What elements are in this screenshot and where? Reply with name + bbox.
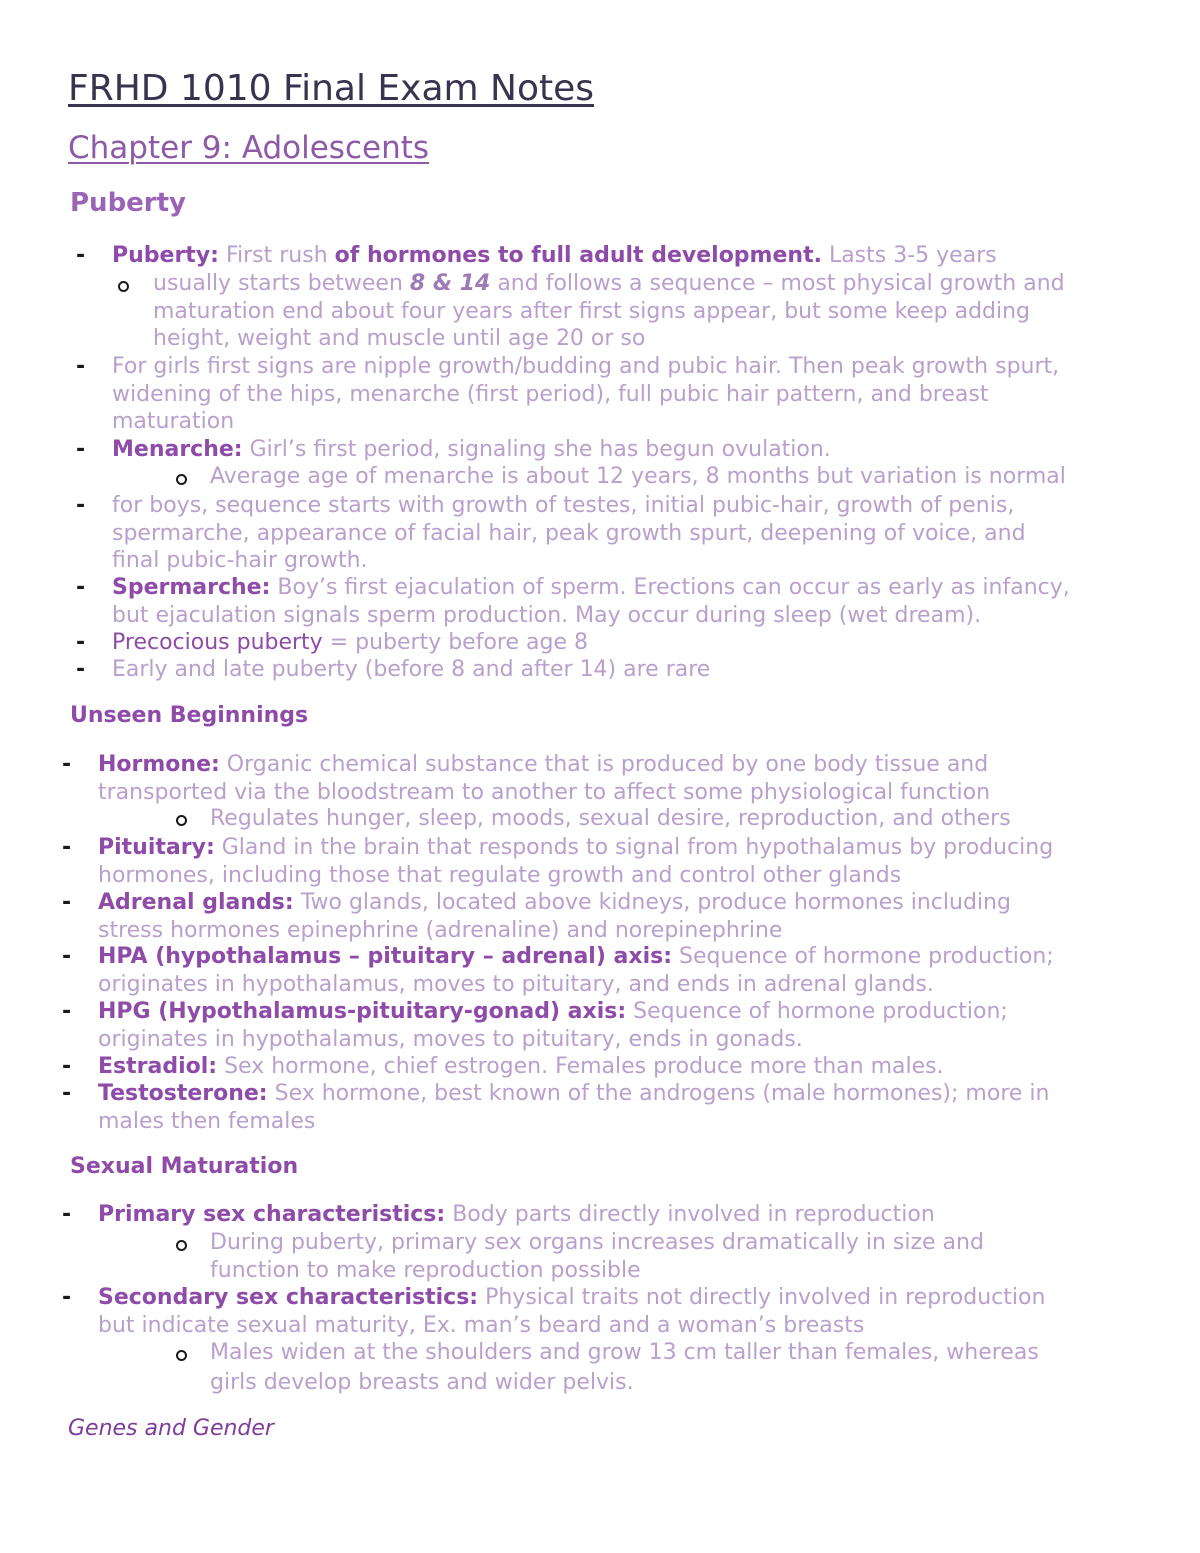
sub-bullet-circle <box>118 281 129 292</box>
term-hormone: Hormone: <box>98 752 220 777</box>
document-title: FRHD 1010 Final Exam Notes <box>68 68 595 109</box>
section-heading-sexual-maturation: Sexual Maturation <box>70 1154 299 1179</box>
bullet-dash: - <box>62 1202 72 1227</box>
bullet-dash: - <box>76 575 86 600</box>
bullet-dash: - <box>76 354 86 379</box>
term-testosterone: Testosterone: <box>98 1081 268 1106</box>
list-item-pituitary: Pituitary: Gland in the brain that responds to signal from hypothalamus by producing hormones, including those that regulate growth and control other glands <box>98 835 1054 888</box>
bullet-dash: - <box>62 752 72 777</box>
sub-bullet-circle <box>176 1350 187 1361</box>
bullet-dash: - <box>76 437 86 462</box>
bullet-dash: - <box>62 1054 72 1079</box>
bullet-dash: - <box>76 630 86 655</box>
term-estradiol: Estradiol: <box>98 1054 218 1079</box>
term-pituitary: Pituitary: <box>98 835 215 860</box>
sub-item-secondary-traits: Males widen at the shoulders and grow 13 cm taller than females, whereas girls develop breasts and wider pelvis. <box>210 1340 1039 1395</box>
chapter-heading: Chapter 9: Adolescents <box>68 130 430 166</box>
term-hpg-axis: HPG (Hypothalamus-pituitary-gonad) axis: <box>98 999 627 1024</box>
bullet-dash: - <box>76 657 86 682</box>
bullet-dash: - <box>76 493 86 518</box>
list-item-primary-sex: Primary sex characteristics: Body parts directly involved in reproduction <box>98 1202 935 1227</box>
list-item-adrenal: Adrenal glands: Two glands, located above kidneys, produce hormones including stress hormones epinephrine (adrenaline) and norepinephrine <box>98 890 1011 943</box>
list-item-secondary-sex: Secondary sex characteristics: Physical traits not directly involved in reproduction but indicate sexual maturity, Ex. man’s beard and a woman’s breasts <box>98 1285 1046 1338</box>
bullet-dash: - <box>62 944 72 969</box>
list-item-testosterone: Testosterone: Sex hormone, best known of the androgens (male hormones); more in males then females <box>98 1081 1050 1134</box>
bullet-dash: - <box>62 835 72 860</box>
bullet-dash: - <box>62 999 72 1024</box>
sub-bullet-circle <box>176 1240 187 1251</box>
list-item-girls-signs: For girls first signs are nipple growth/budding and pubic hair. Then peak growth spurt, widening of the hips, menarche (first period), full pubic hair pattern, and breast maturation <box>112 354 1060 434</box>
section-heading-puberty: Puberty <box>70 188 187 218</box>
list-item-precocious: Precocious puberty = puberty before age 8 <box>112 630 588 655</box>
bullet-dash: - <box>62 890 72 915</box>
list-item-menarche: Menarche: Girl’s first period, signaling she has begun ovulation. <box>112 437 831 462</box>
term-adrenal-glands: Adrenal glands: <box>98 890 294 915</box>
section-heading-unseen-beginnings: Unseen Beginnings <box>70 703 309 728</box>
sub-bullet-circle <box>176 474 187 485</box>
subsection-heading-genes-and-gender: Genes and Gender <box>68 1416 274 1441</box>
sub-item-hormone-regulates: Regulates hunger, sleep, moods, sexual desire, reproduction, and others <box>210 806 1011 831</box>
term-hpa-axis: HPA (hypothalamus – pituitary – adrenal) axis: <box>98 944 673 969</box>
term-primary-sex-characteristics: Primary sex characteristics: <box>98 1202 446 1227</box>
sub-item-puberty-age: usually starts between 8 & 14 and follows a sequence – most physical growth and maturation end about four years after first signs appear, but some keep adding height, weight and muscle until age 20 or so <box>153 271 1065 351</box>
list-item-estradiol: Estradiol: Sex hormone, chief estrogen. Females produce more than males. <box>98 1054 944 1079</box>
list-item-hpa-axis: HPA (hypothalamus – pituitary – adrenal) axis: Sequence of hormone production; originates in hypothalamus, moves to pituitary, and ends in adrenal glands. <box>98 944 1054 997</box>
list-item-boys-sequence: for boys, sequence starts with growth of testes, initial pubic-hair, growth of penis, spermarche, appearance of facial hair, peak growth spurt, deepening of voice, and final pubic-hair growth. <box>112 493 1026 573</box>
term-precocious-puberty: Precocious puberty <box>112 630 323 655</box>
term-menarche: Menarche: <box>112 437 243 462</box>
term-secondary-sex-characteristics: Secondary sex characteristics: <box>98 1285 479 1310</box>
bullet-dash: - <box>62 1081 72 1106</box>
bullet-dash: - <box>76 243 86 268</box>
sub-item-menarche-age: Average age of menarche is about 12 years, 8 months but variation is normal <box>210 464 1066 489</box>
term-spermarche: Spermarche: <box>112 575 271 600</box>
list-item-hormone: Hormone: Organic chemical substance that is produced by one body tissue and transported via the bloodstream to another to affect some physiological function <box>98 752 991 805</box>
list-item-spermarche: Spermarche: Boy’s first ejaculation of sperm. Erections can occur as early as infancy, but ejaculation signals sperm production. May occur during sleep (wet dream). <box>112 575 1070 628</box>
list-item-hpg-axis: HPG (Hypothalamus-pituitary-gonad) axis: Sequence of hormone production; originates in hypothalamus, moves to pituitary, ends in gonads. <box>98 999 1008 1052</box>
term-puberty: Puberty: <box>112 243 219 268</box>
sub-bullet-circle <box>176 815 187 826</box>
list-item-puberty: Puberty: First rush of hormones to full adult development. Lasts 3-5 years <box>112 243 997 268</box>
list-item-early-late: Early and late puberty (before 8 and after 14) are rare <box>112 657 711 682</box>
sub-item-primary-organs: During puberty, primary sex organs increases dramatically in size and function to make reproduction possible <box>210 1230 984 1283</box>
bullet-dash: - <box>62 1285 72 1310</box>
